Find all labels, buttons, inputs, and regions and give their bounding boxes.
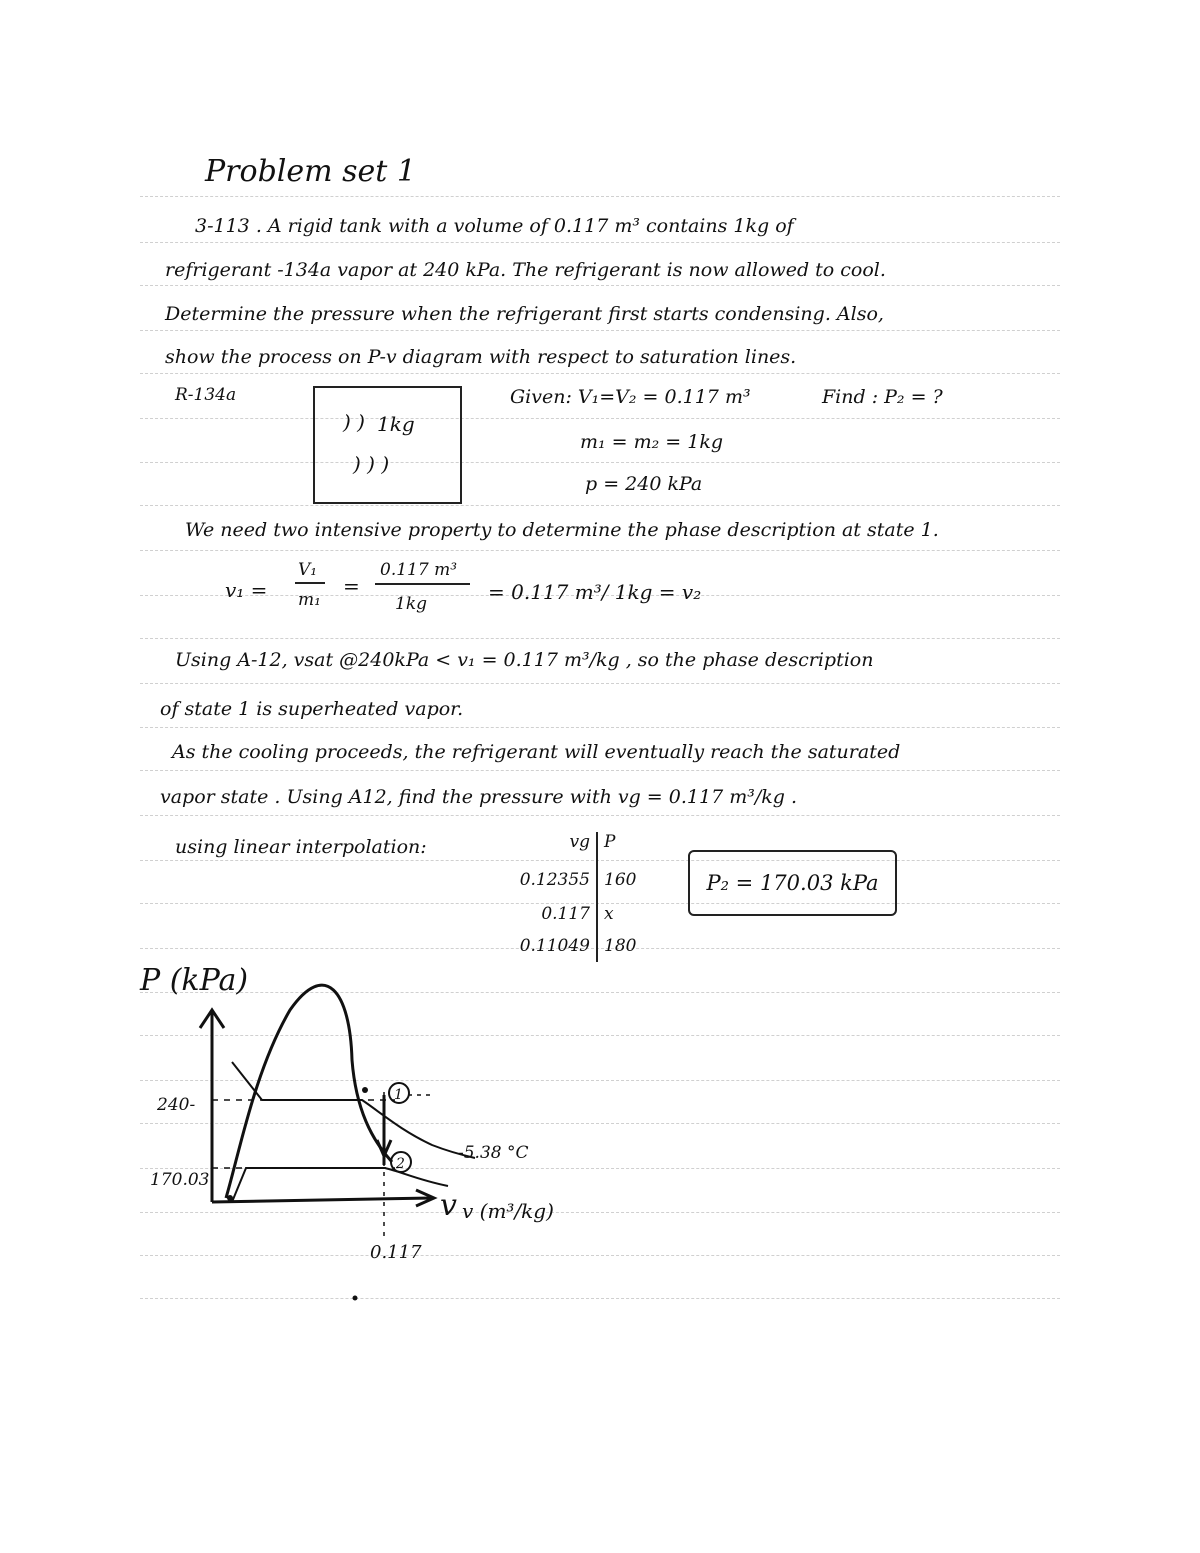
eq-denominator-2: 1kg	[395, 594, 427, 614]
tank-mass-label: 1kg	[377, 412, 415, 436]
problem-line-4: show the process on P-v diagram with respect to saturation lines.	[165, 346, 797, 368]
eq-denominator: m₁	[298, 590, 321, 610]
given-pressure: p = 240 kPa	[585, 473, 703, 495]
table-row-2-vg: 0.117	[541, 904, 590, 924]
solution-line-2: Using A-12, vsat @240kPa < v₁ = 0.117 m³/kg , so the phase description	[175, 649, 874, 671]
table-row-1-p: 160	[604, 870, 637, 890]
x-axis-label: v (m³/kg)	[462, 1199, 554, 1223]
answer-text: P₂ = 170.03 kPa	[706, 871, 879, 895]
solution-line-4: As the cooling proceeds, the refrigerant will eventually reach the saturated	[172, 741, 901, 763]
substance-label: R-134a	[175, 385, 237, 405]
page-title: Problem set 1	[205, 154, 416, 189]
eq-lhs: v₁ =	[225, 578, 268, 602]
p-high-tick: 240-	[157, 1095, 196, 1115]
eq-numerator: V₁	[298, 560, 318, 580]
table-header-vg: vg	[569, 832, 590, 852]
solution-line-6: using linear interpolation:	[175, 836, 427, 858]
isotherm-temp-label: -5.38 °C	[458, 1143, 529, 1163]
eq-numerator-2: 0.117 m³	[380, 560, 458, 580]
dome-dot	[227, 1195, 233, 1201]
solution-line-1: We need two intensive property to determine the phase description at state 1.	[185, 519, 939, 541]
x-axis-symbol: v	[440, 1188, 457, 1223]
tank-squiggles-bottom: ) ) )	[353, 452, 390, 476]
table-row-2-p: x	[604, 904, 614, 924]
eq-equals: =	[343, 574, 360, 598]
stray-dot	[353, 1296, 358, 1301]
y-axis-label: P (kPa)	[140, 963, 249, 998]
tank-squiggles-top: ) )	[343, 410, 365, 434]
solution-line-3: of state 1 is superheated vapor.	[160, 698, 464, 720]
state-1-label: 1	[394, 1087, 403, 1103]
table-header-p: P	[604, 832, 616, 852]
given-volume: Given: V₁=V₂ = 0.117 m³	[510, 386, 751, 408]
x-axis	[212, 1198, 432, 1202]
problem-line-3: Determine the pressure when the refrigerant first starts condensing. Also,	[165, 303, 884, 325]
find-label: Find : P₂ = ?	[822, 386, 943, 408]
eq-rhs: = 0.117 m³/ 1kg = v₂	[488, 580, 702, 604]
problem-line-2: refrigerant -134a vapor at 240 kPa. The refrigerant is now allowed to cool.	[165, 259, 886, 281]
table-row-1-vg: 0.12355	[519, 870, 590, 890]
solution-line-5: vapor state . Using A12, find the pressure with vg = 0.117 m³/kg .	[160, 786, 797, 808]
problem-line-1: 3-113 . A rigid tank with a volume of 0.117 m³ contains 1kg of	[195, 215, 794, 237]
dome-dot	[362, 1087, 368, 1093]
given-mass: m₁ = m₂ = 1kg	[580, 431, 724, 453]
state-2-label: 2	[396, 1156, 405, 1172]
table-row-3-p: 180	[604, 936, 637, 956]
v-tick: 0.117	[370, 1242, 422, 1263]
p-low-tick: 170.03	[150, 1170, 210, 1190]
table-row-3-vg: 0.11049	[519, 936, 590, 956]
